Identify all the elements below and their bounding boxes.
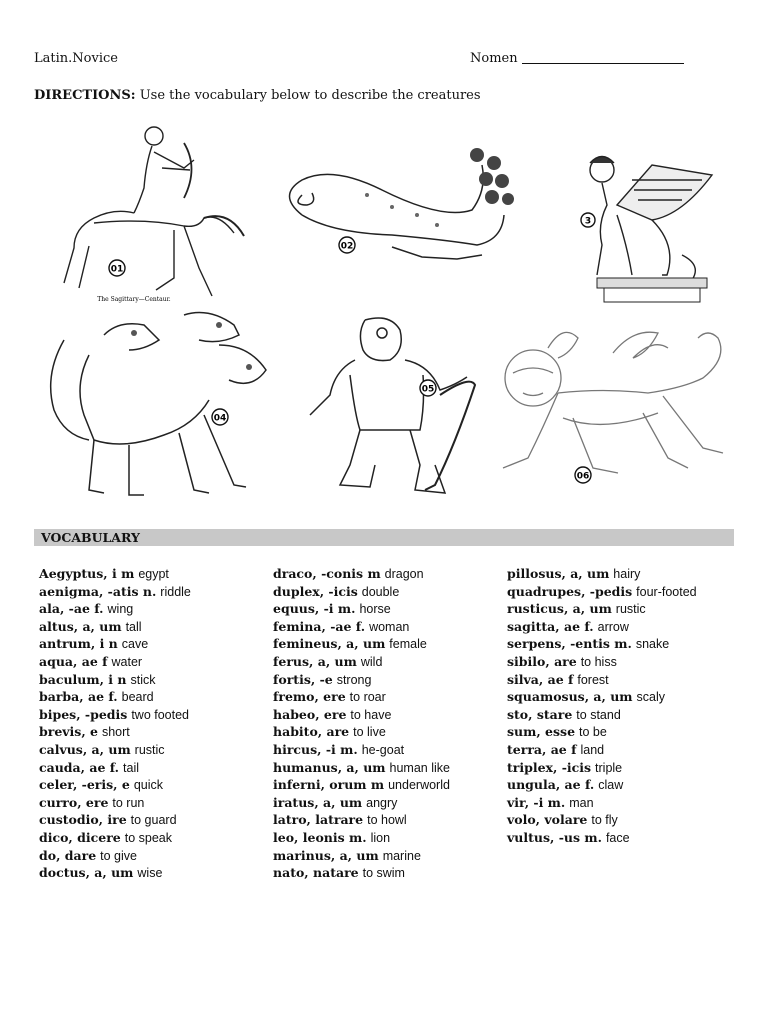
vocab-latin: leo, leonis m.	[273, 829, 367, 845]
creature-panel-01	[34, 118, 254, 313]
vocab-entry	[39, 829, 191, 847]
vocab-entry	[273, 864, 450, 882]
vocab-latin: baculum, i n	[39, 671, 127, 687]
vocab-latin: marinus, a, um	[273, 847, 379, 863]
vocab-latin: draco, -conis m	[273, 566, 381, 581]
vocab-entry	[507, 811, 697, 829]
vocab-latin: altus, a, um	[39, 618, 122, 634]
vocab-english: forest	[577, 672, 609, 687]
vocab-english: to guard	[130, 813, 177, 828]
vocab-entry	[39, 653, 191, 671]
vocab-latin: ala, -ae f.	[39, 601, 104, 617]
course-title: Latin.Novice	[34, 51, 118, 66]
vocab-english: two footed	[131, 707, 190, 722]
vocab-english: lion	[370, 830, 391, 845]
sphinx-illustration	[572, 145, 722, 315]
vocab-entry	[39, 864, 191, 882]
centaur-caption: The Sagittary—Centaur.	[97, 296, 171, 303]
creature-panel-04	[34, 305, 274, 505]
vocab-latin: celer, -eris, e	[39, 777, 130, 793]
vocab-entry	[39, 811, 191, 829]
vocab-english: to be	[579, 725, 607, 740]
vocab-entry	[507, 600, 697, 618]
vocab-entry	[507, 671, 697, 689]
vocab-latin: ungula, ae f.	[507, 777, 595, 793]
vocab-entry	[507, 565, 697, 583]
vocab-entry	[507, 653, 697, 671]
vocab-entry	[39, 776, 191, 794]
directions-text: Use the vocabulary below to describe the creatures	[139, 88, 481, 103]
vocab-english: to fly	[591, 813, 618, 828]
vocab-english: rustic	[134, 742, 165, 757]
vocab-entry	[273, 618, 450, 636]
vocab-english: to have	[350, 707, 392, 722]
creature-panel-06	[483, 318, 733, 508]
vocab-entry	[39, 583, 191, 601]
vocab-entry	[273, 688, 450, 706]
vocab-entry	[273, 723, 450, 741]
vocab-latin: terra, ae f	[507, 741, 577, 757]
creature-number-06: 06	[576, 471, 590, 482]
vocab-latin: iratus, a, um	[273, 794, 363, 810]
vocab-entry	[273, 706, 450, 724]
vocab-latin: triplex, -icis	[507, 759, 592, 775]
vocab-entry	[39, 618, 191, 636]
vocab-latin: volo, volare	[507, 812, 588, 828]
vocab-english: to howl	[367, 813, 407, 828]
vocab-english: man	[569, 795, 594, 810]
vocab-latin: brevis, e	[39, 724, 98, 740]
vocab-latin: sum, esse	[507, 724, 576, 740]
vocab-latin: nato, natare	[273, 865, 359, 881]
vocab-latin: rusticus, a, um	[507, 601, 612, 617]
creature-panel-05	[295, 315, 490, 505]
vocab-entry	[273, 811, 450, 829]
vocab-latin: habito, are	[273, 724, 350, 740]
vocab-english: arrow	[597, 619, 629, 634]
vocab-english: to swim	[362, 866, 405, 881]
vocab-entry	[39, 794, 191, 812]
vocab-entry	[273, 671, 450, 689]
vocab-latin: equus, -i m.	[273, 601, 356, 617]
vocab-latin: latro, latrare	[273, 812, 364, 828]
vocab-latin: quadrupes, -pedis	[507, 583, 633, 599]
vocab-entry	[273, 776, 450, 794]
vocab-english: triple	[595, 760, 623, 775]
creature-number-04: 04	[213, 413, 227, 424]
vocab-english: tall	[125, 619, 142, 634]
vocab-latin: femineus, a, um	[273, 636, 386, 652]
vocab-entry	[39, 565, 191, 583]
vocab-english: quick	[133, 778, 163, 793]
vocab-latin: habeo, ere	[273, 706, 347, 722]
vocab-english: he-goat	[361, 742, 405, 757]
creature-number-3: 3	[584, 216, 592, 227]
vocab-entry	[39, 847, 191, 865]
three-headed-dog-illustration	[34, 305, 274, 505]
vocab-entry	[507, 759, 697, 777]
vocab-english: woman	[369, 619, 410, 634]
vocab-latin: curro, ere	[39, 794, 109, 810]
vocab-entry	[39, 706, 191, 724]
vocabulary-column-1	[39, 565, 191, 882]
vocab-latin: vir, -i m.	[507, 794, 566, 810]
vocabulary-header-bar	[34, 529, 734, 546]
vocab-latin: silva, ae f	[507, 671, 574, 687]
vocab-english: to speak	[124, 830, 172, 845]
vocab-entry	[273, 741, 450, 759]
vocab-latin: fortis, -e	[273, 671, 333, 687]
vocab-entry	[507, 706, 697, 724]
vocab-entry	[507, 829, 697, 847]
vocab-latin: bipes, -pedis	[39, 706, 128, 722]
vocab-latin: squamosus, a, um	[507, 689, 633, 705]
creature-panel-02	[272, 135, 532, 280]
vocab-english: short	[101, 725, 130, 740]
creature-panel-03	[572, 145, 722, 315]
vocab-latin: humanus, a, um	[273, 759, 386, 775]
vocab-english: to give	[100, 848, 137, 863]
vocab-english: underworld	[388, 778, 450, 793]
creature-number-05: 05	[421, 384, 435, 395]
vocab-entry	[273, 794, 450, 812]
vocab-entry	[39, 688, 191, 706]
vocab-latin: serpens, -entis m.	[507, 636, 632, 652]
vocab-entry	[273, 600, 450, 618]
vocab-entry	[273, 759, 450, 777]
vocab-english: rustic	[615, 602, 646, 617]
directions	[34, 88, 481, 103]
vocab-latin: inferni, orum m	[273, 777, 385, 793]
vocab-entry	[507, 794, 697, 812]
vocab-latin: fremo, ere	[273, 689, 346, 705]
vocab-latin: sibilo, are	[507, 653, 577, 669]
vocab-entry	[507, 776, 697, 794]
vocab-english: female	[389, 637, 427, 652]
vocab-latin: Aegyptus, i m	[39, 566, 135, 581]
vocab-english: dragon	[384, 567, 424, 581]
vocab-entry	[273, 583, 450, 601]
vocab-entry	[273, 635, 450, 653]
vocab-entry	[273, 829, 450, 847]
name-blank-line[interactable]	[522, 51, 684, 64]
vocab-latin: calvus, a, um	[39, 741, 131, 757]
vocab-english: to hiss	[580, 654, 617, 669]
creature-number-02: 02	[340, 241, 354, 252]
vocab-english: strong	[336, 672, 372, 687]
vocab-latin: doctus, a, um	[39, 865, 134, 881]
sea-serpent-illustration	[272, 135, 532, 280]
vocab-latin: do, dare	[39, 847, 97, 863]
vocab-entry	[39, 759, 191, 777]
cyclops-illustration	[295, 315, 490, 505]
vocab-entry	[39, 671, 191, 689]
vocabulary-column-3	[507, 565, 697, 847]
chimera-illustration	[483, 318, 733, 508]
vocab-english: face	[605, 830, 630, 845]
nomen-label: Nomen	[470, 51, 518, 66]
vocab-english: angry	[366, 795, 398, 810]
vocab-english: riddle	[160, 584, 191, 599]
vocab-entry	[273, 847, 450, 865]
vocab-entry	[507, 688, 697, 706]
vocab-english: land	[580, 742, 605, 757]
vocabulary-title: VOCABULARY	[41, 530, 140, 545]
vocab-entry	[273, 565, 450, 583]
vocab-latin: barba, ae f.	[39, 689, 118, 705]
vocab-entry	[507, 618, 697, 636]
vocab-entry	[507, 583, 697, 601]
vocab-english: tail	[123, 760, 139, 775]
vocab-english: beard	[121, 690, 154, 705]
vocab-english: to run	[112, 795, 145, 810]
vocab-latin: ferus, a, um	[273, 653, 357, 669]
vocab-english: egypt	[138, 567, 169, 581]
vocab-english: claw	[598, 778, 624, 793]
vocab-entry	[507, 741, 697, 759]
vocab-entry	[507, 723, 697, 741]
vocab-entry	[507, 635, 697, 653]
vocab-english: human like	[389, 760, 450, 775]
vocab-latin: femina, -ae f.	[273, 618, 366, 634]
vocab-english: to live	[353, 725, 386, 740]
vocab-english: cave	[121, 637, 149, 652]
vocab-entry	[273, 653, 450, 671]
vocab-latin: dico, dicere	[39, 829, 121, 845]
vocab-english: double	[361, 584, 400, 599]
vocab-latin: vultus, -us m.	[507, 829, 602, 845]
vocab-english: hairy	[613, 567, 641, 581]
vocab-latin: sto, stare	[507, 706, 573, 722]
vocab-latin: aenigma, -atis n.	[39, 583, 157, 599]
vocab-english: stick	[130, 672, 156, 687]
directions-label: DIRECTIONS:	[34, 88, 136, 103]
vocab-english: to stand	[576, 707, 621, 722]
vocab-english: marine	[382, 848, 421, 863]
vocabulary-column-2	[273, 565, 450, 882]
vocab-latin: sagitta, ae f.	[507, 618, 594, 634]
vocab-english: scaly	[636, 690, 665, 705]
vocab-latin: cauda, ae f.	[39, 759, 120, 775]
vocab-english: horse	[359, 602, 391, 617]
vocab-english: water	[111, 654, 143, 669]
vocab-latin: pillosus, a, um	[507, 566, 610, 581]
vocab-latin: aqua, ae f	[39, 653, 108, 669]
vocab-latin: hircus, -i m.	[273, 741, 358, 757]
vocab-latin: antrum, i n	[39, 636, 118, 652]
vocab-english: wing	[107, 602, 134, 617]
vocab-entry	[39, 635, 191, 653]
vocab-latin: custodio, ire	[39, 812, 127, 828]
vocab-english: wise	[137, 866, 163, 881]
creature-number-01: 01	[110, 264, 124, 275]
vocab-english: to roar	[349, 690, 386, 705]
vocab-entry	[39, 600, 191, 618]
vocab-entry	[39, 723, 191, 741]
vocab-entry	[39, 741, 191, 759]
vocab-english: snake	[635, 637, 670, 652]
vocab-latin: duplex, -icis	[273, 583, 358, 599]
vocab-english: four-footed	[636, 584, 697, 599]
centaur-illustration	[34, 118, 254, 313]
vocab-english: wild	[360, 654, 383, 669]
name-field[interactable]	[470, 51, 684, 66]
